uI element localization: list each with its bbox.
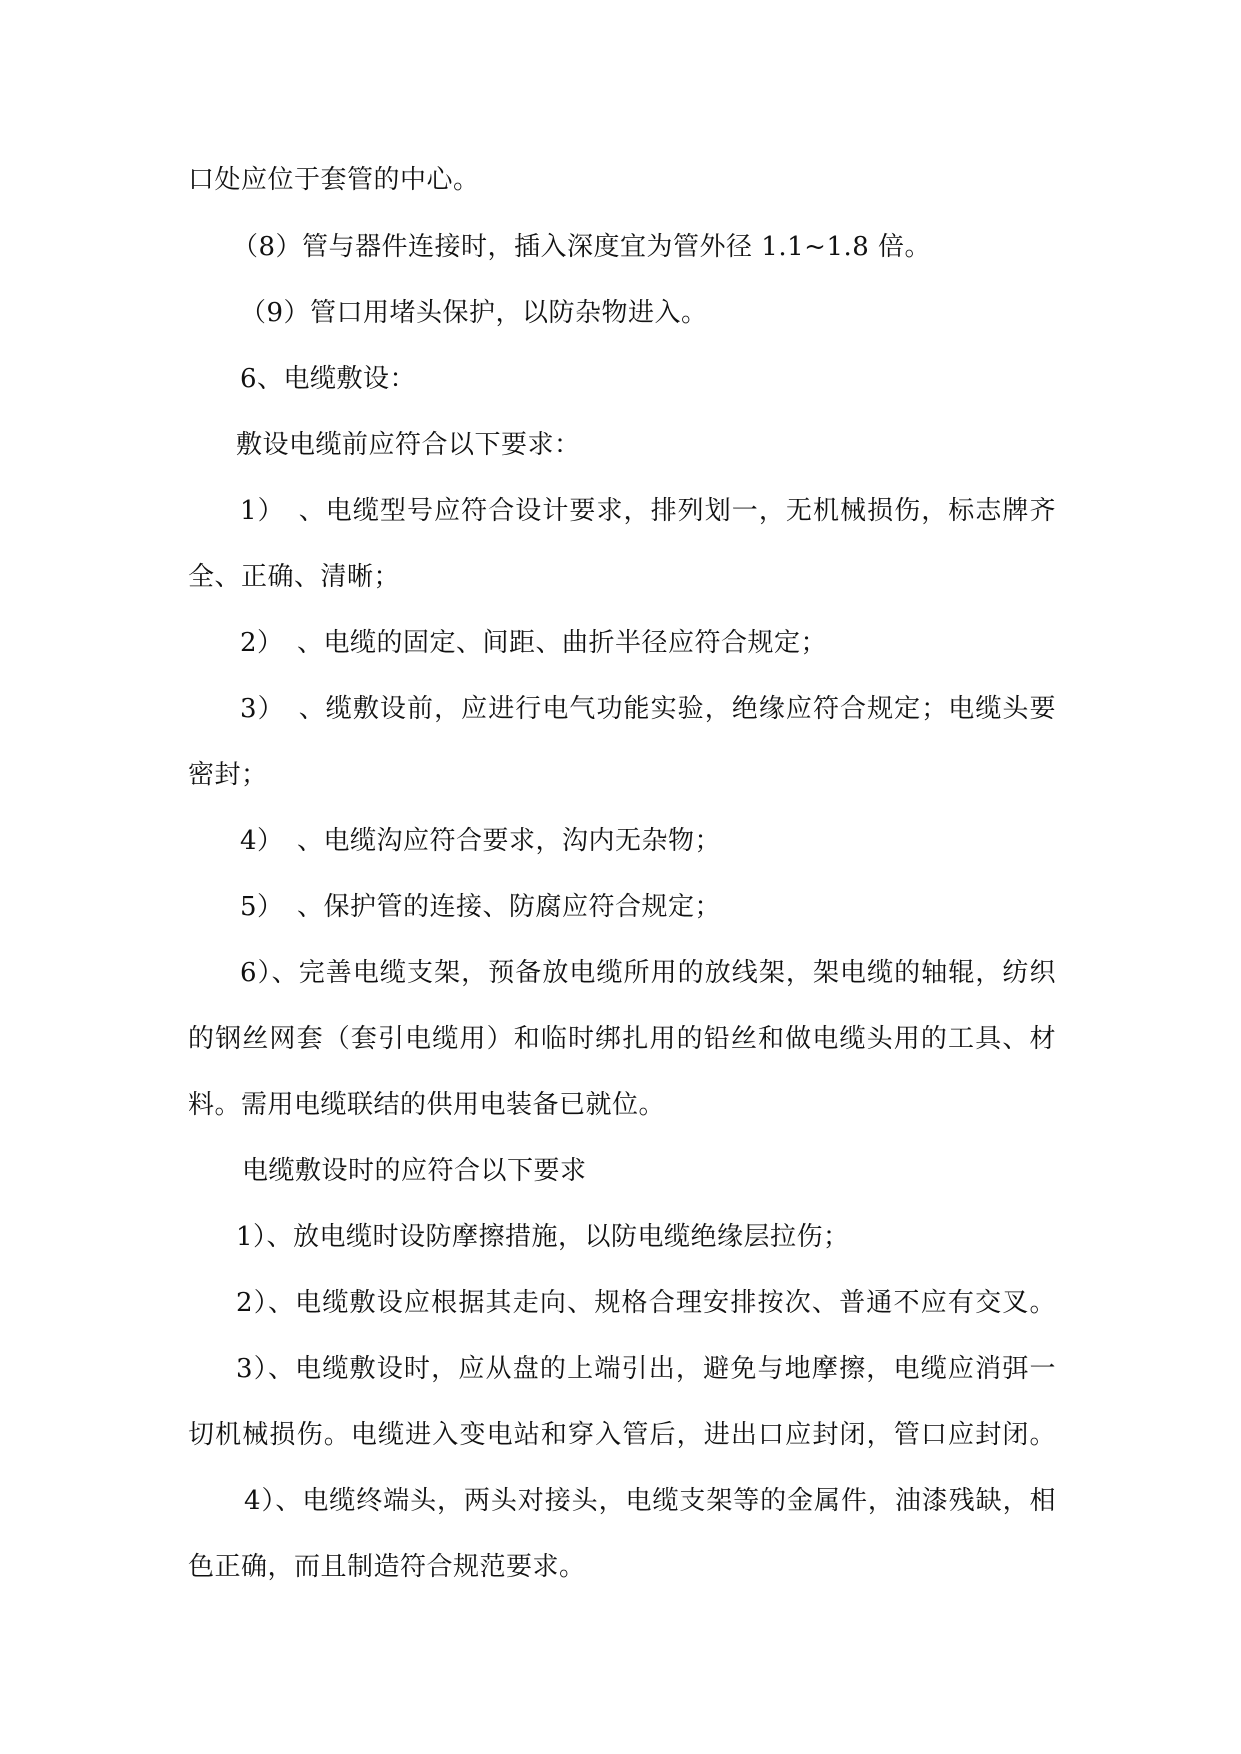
list-item: 6）、完善电缆支架，预备放电缆所用的放线架，架电缆的轴辊，纺织 [240, 958, 1056, 988]
text-line: 全、正确、清晰； [188, 562, 401, 592]
section-heading: 电缆敷设时的应符合以下要求 [242, 1156, 587, 1186]
text-line: 口处应位于套管的中心。 [188, 165, 480, 195]
list-item: 1）、放电缆时设防摩擦措施，以防电缆绝缘层拉伤； [236, 1222, 850, 1252]
text-line: 切机械损伤。电缆进入变电站和穿入管后，进出口应封闭，管口应封闭。 [188, 1420, 1056, 1450]
text-line: 密封； [188, 760, 268, 790]
section-heading: 6、电缆敷设： [240, 364, 417, 394]
list-item: 3） 、缆敷设前，应进行电气功能实验，绝缘应符合规定；电缆头要 [240, 694, 1056, 724]
text-line: （8）管与器件连接时，插入深度宜为管外径 1.1~1.8 倍。 [232, 232, 932, 262]
text-line: 敷设电缆前应符合以下要求： [236, 430, 581, 460]
list-item: 3）、电缆敷设时，应从盘的上端引出，避免与地摩擦，电缆应消弭一 [236, 1354, 1056, 1384]
list-item: 1） 、电缆型号应符合设计要求，排列划一，无机械损伤，标志牌齐 [240, 496, 1056, 526]
text-line: （9）管口用堵头保护，以防杂物进入。 [240, 298, 708, 328]
list-item: 5） 、保护管的连接、防腐应符合规定； [240, 892, 722, 922]
text-line: 料。需用电缆联结的供用电装备已就位。 [188, 1090, 666, 1120]
list-item: 4） 、电缆沟应符合要求，沟内无杂物； [240, 826, 722, 856]
list-item: 4）、电缆终端头，两头对接头，电缆支架等的金属件，油漆残缺，相 [244, 1486, 1056, 1516]
list-item: 2） 、电缆的固定、间距、曲折半径应符合规定； [240, 628, 828, 658]
text-line: 色正确，而且制造符合规范要求。 [188, 1552, 586, 1582]
list-item: 2）、电缆敷设应根据其走向、规格合理安排按次、普通不应有交叉。 [236, 1288, 1056, 1318]
text-line: 的钢丝网套（套引电缆用）和临时绑扎用的铅丝和做电缆头用的工具、材 [188, 1024, 1056, 1054]
